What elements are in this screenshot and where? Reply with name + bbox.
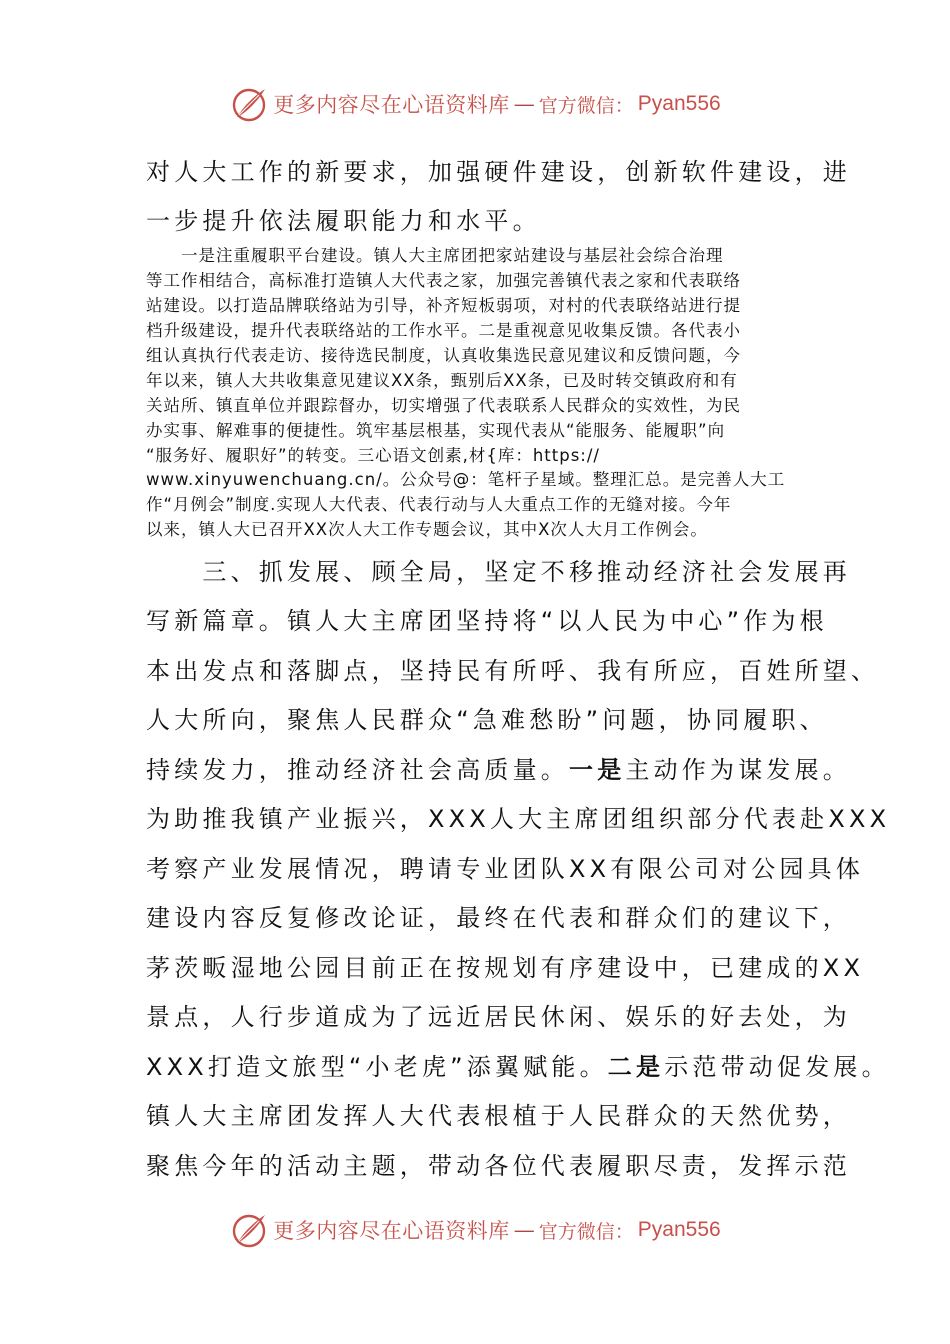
small-line-5: 组认真执行代表走访、接待选民制度，认真收集选民意见建议和反馈问题，今 (146, 346, 741, 365)
section-three-line-2: 写新篇章。镇人大主席团坚持将“以人民为中心”作为根 (146, 607, 828, 635)
line-5-text-a: 持续发力，推动经济社会高质量。 (146, 756, 569, 784)
intro-line-1: 对人大工作的新要求，加强硬件建设，创新软件建设，进 (146, 158, 851, 186)
header-banner (0, 82, 950, 126)
point-two-marker: 二是 (607, 1053, 665, 1081)
section-three-line-8: 建设内容反复修改论证，最终在代表和群众们的建议下， (146, 904, 851, 932)
footer-banner-dash: — (513, 1218, 535, 1242)
small-line-8: 办实事、解难事的便捷性。筑牢基层根基，实现代表从“能服务、能履职”向 (146, 421, 726, 440)
section-three-line-5 (146, 755, 851, 785)
banner-wechat-id: Pyan556 (637, 92, 721, 115)
small-line-11: 作“月例会”制度.实现人大代表、代表行动与人大重点工作的无缝对接。今年 (146, 495, 732, 514)
section-three-line-13: 聚焦今年的活动主题，带动各位代表履职尽责，发挥示范 (146, 1152, 851, 1180)
small-line-12: 以来，镇人大已召开XX次人大工作专题会议，其中X次人大月工作例会。 (146, 520, 708, 539)
line-11-text-a: XXX打造文旅型“小老虎”添翼赋能。 (146, 1053, 608, 1081)
section-three-line-10: 景点，人行步道成为了远近居民休闲、娱乐的好去处，为 (146, 1003, 851, 1031)
banner-dash: — (513, 92, 535, 116)
quill-logo-icon (229, 1210, 269, 1250)
section-three-line-3: 本出发点和落脚点，坚持民有所呼、我有所应，百姓所望、 (146, 657, 880, 685)
footer-banner-wechat-id: Pyan556 (637, 1218, 721, 1241)
section-three-line-12: 镇人大主席团发挥人大代表根植于人民群众的天然优势， (146, 1102, 851, 1130)
small-line-9: “服务好、履职好”的转变。三心语文创素,材{库：https:// (146, 446, 600, 465)
line-11-text-b: 示范带动促发展。 (664, 1053, 890, 1081)
small-line-4: 档升级建设，提升代表联络站的工作水平。二是重视意见收集反馈。各代表小 (146, 321, 741, 340)
small-line-3: 站建设。以打造品牌联络站为引导，补齐短板弱项，对村的代表联络站进行提 (146, 296, 741, 315)
footer-banner (0, 1208, 950, 1252)
small-line-1: 一是注重履职平台建设。镇人大主席团把家站建设与基层社会综合治理 (146, 246, 724, 265)
section-three-line-6: 为助推我镇产业振兴，XXX人大主席团组织部分代表赴XXX (146, 805, 891, 833)
quill-logo-icon (229, 84, 269, 124)
line-5-text-b: 主动作为谋发展。 (625, 756, 852, 784)
intro-line-2: 一步提升依法履职能力和水平。 (146, 207, 541, 235)
small-line-2: 等工作相结合，高标准打造镇人大代表之家，加强完善镇代表之家和代表联络 (146, 271, 741, 290)
small-line-10: www.xinyuwenchuang.cn/。公众号@：笔杆子星域。整理汇总。是完善人大工 (146, 470, 786, 489)
small-line-6: 年以来，镇人大共收集意见建议XX条，甄别后XX条，已及时转交镇政府和有 (146, 371, 738, 390)
section-three-line-1: 三、抓发展、顾全局，坚定不移推动经济社会发展再 (146, 558, 851, 586)
footer-banner-title: 更多内容尽在心语资料库 (273, 1219, 510, 1243)
footer-banner-wechat-label: 官方微信： (538, 1220, 634, 1243)
point-one-marker: 一是 (569, 756, 626, 784)
section-three-line-11 (146, 1052, 890, 1082)
section-three-line-7: 考察产业发展情况，聘请专业团队XX有限公司对公园具体 (146, 855, 865, 883)
banner-wechat-label: 官方微信： (538, 94, 634, 117)
small-line-7: 关站所、镇直单位并跟踪督办，切实增强了代表联系人民群众的实效性，为民 (146, 396, 741, 415)
section-three-line-4: 人大所向，聚焦人民群众“急难愁盼”问题，协同履职、 (146, 706, 828, 734)
banner-title: 更多内容尽在心语资料库 (273, 93, 510, 117)
section-three-line-9: 茅茨畈湿地公园目前正在按规划有序建设中，已建成的XX (146, 954, 865, 982)
